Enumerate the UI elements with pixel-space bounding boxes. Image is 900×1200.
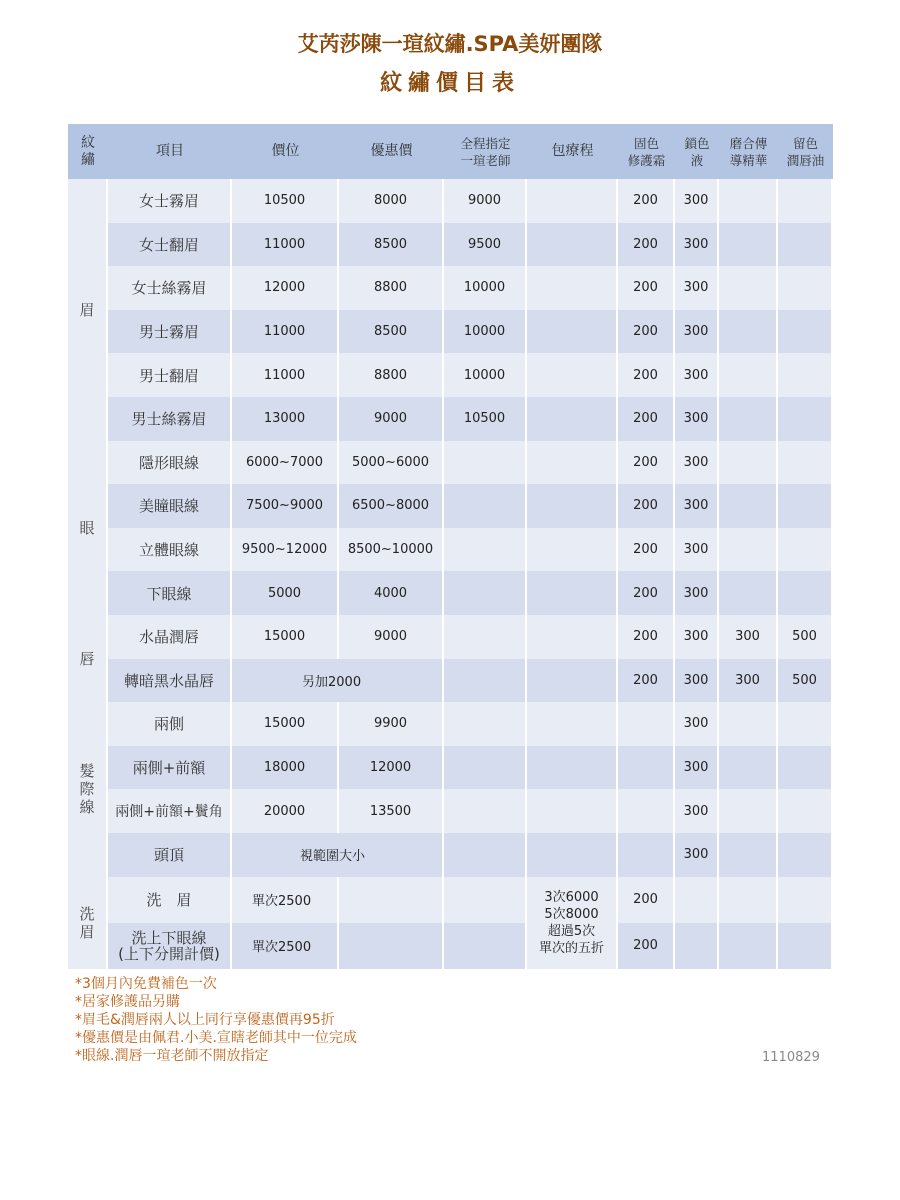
table-header-row bbox=[68, 124, 833, 179]
teacher-cell bbox=[444, 528, 527, 572]
oil-cell bbox=[778, 179, 833, 223]
teacher-cell: 10000 bbox=[444, 353, 527, 397]
price-cell: 單次2500 bbox=[232, 877, 339, 923]
lock-cell: 300 bbox=[675, 702, 719, 746]
fixing-cell: 200 bbox=[618, 223, 675, 267]
discount-cell: 13500 bbox=[339, 789, 444, 833]
oil-cell bbox=[778, 310, 833, 354]
package-cell bbox=[527, 310, 618, 354]
discount-cell: 9000 bbox=[339, 397, 444, 441]
discount-cell: 8500 bbox=[339, 310, 444, 354]
oil-cell bbox=[778, 702, 833, 746]
category-brow: 眉 bbox=[68, 179, 108, 441]
fixing-cell: 200 bbox=[618, 615, 675, 659]
header-lock-liquid: 鎖色 液 bbox=[675, 124, 719, 179]
fixing-cell: 200 bbox=[618, 528, 675, 572]
lock-cell: 300 bbox=[675, 484, 719, 528]
lock-cell: 300 bbox=[675, 528, 719, 572]
price-cell: 單次2500 bbox=[232, 923, 339, 969]
oil-cell bbox=[778, 484, 833, 528]
essence-cell: 300 bbox=[719, 615, 778, 659]
teacher-cell: 10000 bbox=[444, 310, 527, 354]
category-wash: 洗 眉 bbox=[68, 877, 108, 969]
fixing-cell: 200 bbox=[618, 441, 675, 485]
oil-cell bbox=[778, 223, 833, 267]
oil-cell bbox=[778, 441, 833, 485]
category-hairline: 髮 際 線 bbox=[68, 702, 108, 876]
teacher-cell bbox=[444, 484, 527, 528]
header-package: 包療程 bbox=[527, 124, 618, 179]
lock-cell: 300 bbox=[675, 223, 719, 267]
essence-cell bbox=[719, 746, 778, 790]
discount-cell: 5000~6000 bbox=[339, 441, 444, 485]
oil-cell bbox=[778, 789, 833, 833]
package-cell bbox=[527, 223, 618, 267]
item-name: 水晶潤唇 bbox=[108, 615, 232, 659]
package-cell bbox=[527, 746, 618, 790]
header-price: 價位 bbox=[232, 124, 339, 179]
essence-cell bbox=[719, 484, 778, 528]
essence-cell bbox=[719, 353, 778, 397]
price-cell: 15000 bbox=[232, 615, 339, 659]
item-name: 隱形眼線 bbox=[108, 441, 232, 485]
table-row bbox=[68, 179, 833, 223]
table-row bbox=[68, 528, 833, 572]
fixing-cell: 200 bbox=[618, 571, 675, 615]
discount-cell: 9900 bbox=[339, 702, 444, 746]
note-item: *居家修護品另購 bbox=[75, 994, 180, 1010]
item-name: 兩側+前額 bbox=[108, 746, 232, 790]
oil-cell: 500 bbox=[778, 615, 833, 659]
lock-cell: 300 bbox=[675, 833, 719, 877]
table-row bbox=[68, 310, 833, 354]
teacher-cell bbox=[444, 659, 527, 703]
page-title: 艾芮莎陳一瑄紋繡.SPA美妍團隊 bbox=[297, 32, 603, 56]
item-name: 兩側+前額+鬢角 bbox=[108, 789, 232, 833]
teacher-cell: 10500 bbox=[444, 397, 527, 441]
table-row bbox=[68, 353, 833, 397]
item-name: 男士霧眉 bbox=[108, 310, 232, 354]
discount-cell bbox=[339, 877, 444, 923]
table-row bbox=[68, 615, 833, 659]
table-row bbox=[68, 484, 833, 528]
header-lip-oil: 留色 潤唇油 bbox=[778, 124, 833, 179]
fixing-cell bbox=[618, 702, 675, 746]
package-cell bbox=[527, 353, 618, 397]
fixing-cell: 200 bbox=[618, 923, 675, 969]
essence-cell bbox=[719, 397, 778, 441]
lock-cell: 300 bbox=[675, 266, 719, 310]
discount-cell: 4000 bbox=[339, 571, 444, 615]
discount-cell: 8500~10000 bbox=[339, 528, 444, 572]
teacher-cell bbox=[444, 923, 527, 969]
price-span-cell: 另加2000 bbox=[232, 659, 444, 703]
table-row bbox=[68, 441, 833, 485]
lock-cell: 300 bbox=[675, 353, 719, 397]
oil-cell bbox=[778, 877, 833, 923]
fixing-cell: 200 bbox=[618, 397, 675, 441]
teacher-cell bbox=[444, 746, 527, 790]
lock-cell: 300 bbox=[675, 659, 719, 703]
package-cell bbox=[527, 528, 618, 572]
oil-cell bbox=[778, 266, 833, 310]
lock-cell: 300 bbox=[675, 615, 719, 659]
essence-cell bbox=[719, 528, 778, 572]
item-name: 男士翻眉 bbox=[108, 353, 232, 397]
discount-cell: 8000 bbox=[339, 179, 444, 223]
essence-cell bbox=[719, 833, 778, 877]
category-lip: 唇 bbox=[68, 615, 108, 702]
teacher-cell bbox=[444, 833, 527, 877]
oil-cell bbox=[778, 571, 833, 615]
essence-cell bbox=[719, 441, 778, 485]
header-fixing-cream: 固色 修護霜 bbox=[618, 124, 675, 179]
package-cell bbox=[527, 266, 618, 310]
teacher-cell bbox=[444, 571, 527, 615]
category-eye: 眼 bbox=[68, 441, 108, 615]
item-name: 轉暗黑水晶唇 bbox=[108, 659, 232, 703]
fixing-cell bbox=[618, 789, 675, 833]
document-number: 1110829 bbox=[762, 1050, 820, 1065]
essence-cell bbox=[719, 571, 778, 615]
discount-cell: 6500~8000 bbox=[339, 484, 444, 528]
price-cell: 15000 bbox=[232, 702, 339, 746]
price-cell: 11000 bbox=[232, 223, 339, 267]
price-cell: 11000 bbox=[232, 353, 339, 397]
fixing-cell bbox=[618, 833, 675, 877]
price-cell: 10500 bbox=[232, 179, 339, 223]
price-span-cell: 視範圍大小 bbox=[232, 833, 444, 877]
item-name: 女士絲霧眉 bbox=[108, 266, 232, 310]
package-cell bbox=[527, 833, 618, 877]
price-cell: 11000 bbox=[232, 310, 339, 354]
package-cell bbox=[527, 789, 618, 833]
header-category: 紋 繡 bbox=[68, 124, 108, 179]
essence-cell bbox=[719, 310, 778, 354]
item-name: 立體眼線 bbox=[108, 528, 232, 572]
item-name: 女士霧眉 bbox=[108, 179, 232, 223]
table-row bbox=[68, 266, 833, 310]
oil-cell bbox=[778, 353, 833, 397]
teacher-cell bbox=[444, 615, 527, 659]
price-cell: 13000 bbox=[232, 397, 339, 441]
essence-cell bbox=[719, 877, 778, 923]
package-cell bbox=[527, 615, 618, 659]
package-cell: 3次6000 5次8000 超過5次 單次的五折 bbox=[527, 877, 618, 969]
table-row bbox=[68, 659, 833, 703]
price-cell: 12000 bbox=[232, 266, 339, 310]
package-cell bbox=[527, 397, 618, 441]
discount-cell: 8500 bbox=[339, 223, 444, 267]
discount-cell bbox=[339, 923, 444, 969]
price-cell: 7500~9000 bbox=[232, 484, 339, 528]
note-item: *眼線.潤唇一瑄老師不開放指定 bbox=[75, 1048, 269, 1064]
discount-cell: 8800 bbox=[339, 353, 444, 397]
teacher-cell: 10000 bbox=[444, 266, 527, 310]
lock-cell: 300 bbox=[675, 397, 719, 441]
item-name: 洗 眉 bbox=[108, 877, 232, 923]
item-name: 頭頂 bbox=[108, 833, 232, 877]
table-row bbox=[68, 223, 833, 267]
price-cell: 18000 bbox=[232, 746, 339, 790]
item-name: 洗上下眼線 (上下分開計價) bbox=[108, 923, 232, 969]
oil-cell bbox=[778, 746, 833, 790]
note-item: *優惠價是由佩君.小美.宣瞎老師其中一位完成 bbox=[75, 1030, 357, 1046]
item-name: 美瞳眼線 bbox=[108, 484, 232, 528]
discount-cell: 9000 bbox=[339, 615, 444, 659]
teacher-cell bbox=[444, 789, 527, 833]
discount-cell: 8800 bbox=[339, 266, 444, 310]
header-lip-essence: 磨合傳 導精華 bbox=[719, 124, 778, 179]
lock-cell: 300 bbox=[675, 441, 719, 485]
table-row bbox=[68, 746, 833, 790]
lock-cell: 300 bbox=[675, 571, 719, 615]
package-cell bbox=[527, 659, 618, 703]
price-cell: 20000 bbox=[232, 789, 339, 833]
page-subtitle: 紋繡價目表 bbox=[379, 71, 520, 96]
fixing-cell: 200 bbox=[618, 877, 675, 923]
essence-cell bbox=[719, 179, 778, 223]
header-discount: 優惠價 bbox=[339, 124, 444, 179]
package-cell bbox=[527, 571, 618, 615]
oil-cell bbox=[778, 528, 833, 572]
table-row bbox=[68, 789, 833, 833]
teacher-cell bbox=[444, 702, 527, 746]
oil-cell bbox=[778, 923, 833, 969]
item-name: 女士翻眉 bbox=[108, 223, 232, 267]
essence-cell bbox=[719, 789, 778, 833]
teacher-cell bbox=[444, 877, 527, 923]
lock-cell: 300 bbox=[675, 746, 719, 790]
price-cell: 6000~7000 bbox=[232, 441, 339, 485]
fixing-cell: 200 bbox=[618, 266, 675, 310]
lock-cell: 300 bbox=[675, 310, 719, 354]
notes-list bbox=[75, 975, 357, 1065]
essence-cell bbox=[719, 223, 778, 267]
table-row bbox=[68, 877, 833, 923]
fixing-cell: 200 bbox=[618, 310, 675, 354]
price-table bbox=[68, 124, 833, 969]
header-item: 項目 bbox=[108, 124, 232, 179]
oil-cell: 500 bbox=[778, 659, 833, 703]
package-cell bbox=[527, 702, 618, 746]
fixing-cell: 200 bbox=[618, 179, 675, 223]
lock-cell: 300 bbox=[675, 179, 719, 223]
teacher-cell: 9500 bbox=[444, 223, 527, 267]
oil-cell bbox=[778, 397, 833, 441]
package-cell bbox=[527, 179, 618, 223]
lock-cell bbox=[675, 877, 719, 923]
note-item: *3個月內免費補色一次 bbox=[75, 976, 217, 992]
package-cell bbox=[527, 484, 618, 528]
item-name: 男士絲霧眉 bbox=[108, 397, 232, 441]
discount-cell: 12000 bbox=[339, 746, 444, 790]
price-cell: 5000 bbox=[232, 571, 339, 615]
essence-cell bbox=[719, 702, 778, 746]
essence-cell: 300 bbox=[719, 659, 778, 703]
lock-cell: 300 bbox=[675, 789, 719, 833]
oil-cell bbox=[778, 833, 833, 877]
fixing-cell: 200 bbox=[618, 484, 675, 528]
fixing-cell: 200 bbox=[618, 659, 675, 703]
table-row bbox=[68, 571, 833, 615]
note-item: *眉毛&潤唇兩人以上同行享優惠價再95折 bbox=[75, 1012, 335, 1028]
item-name: 兩側 bbox=[108, 702, 232, 746]
item-name: 下眼線 bbox=[108, 571, 232, 615]
essence-cell bbox=[719, 923, 778, 969]
price-cell: 9500~12000 bbox=[232, 528, 339, 572]
table-row bbox=[68, 923, 833, 969]
teacher-cell: 9000 bbox=[444, 179, 527, 223]
header-teacher: 全程指定 一瑄老師 bbox=[444, 124, 527, 179]
fixing-cell: 200 bbox=[618, 353, 675, 397]
table-row bbox=[68, 397, 833, 441]
essence-cell bbox=[719, 266, 778, 310]
table-row bbox=[68, 833, 833, 877]
fixing-cell bbox=[618, 746, 675, 790]
lock-cell bbox=[675, 923, 719, 969]
package-cell bbox=[527, 441, 618, 485]
teacher-cell bbox=[444, 441, 527, 485]
table-row bbox=[68, 702, 833, 746]
